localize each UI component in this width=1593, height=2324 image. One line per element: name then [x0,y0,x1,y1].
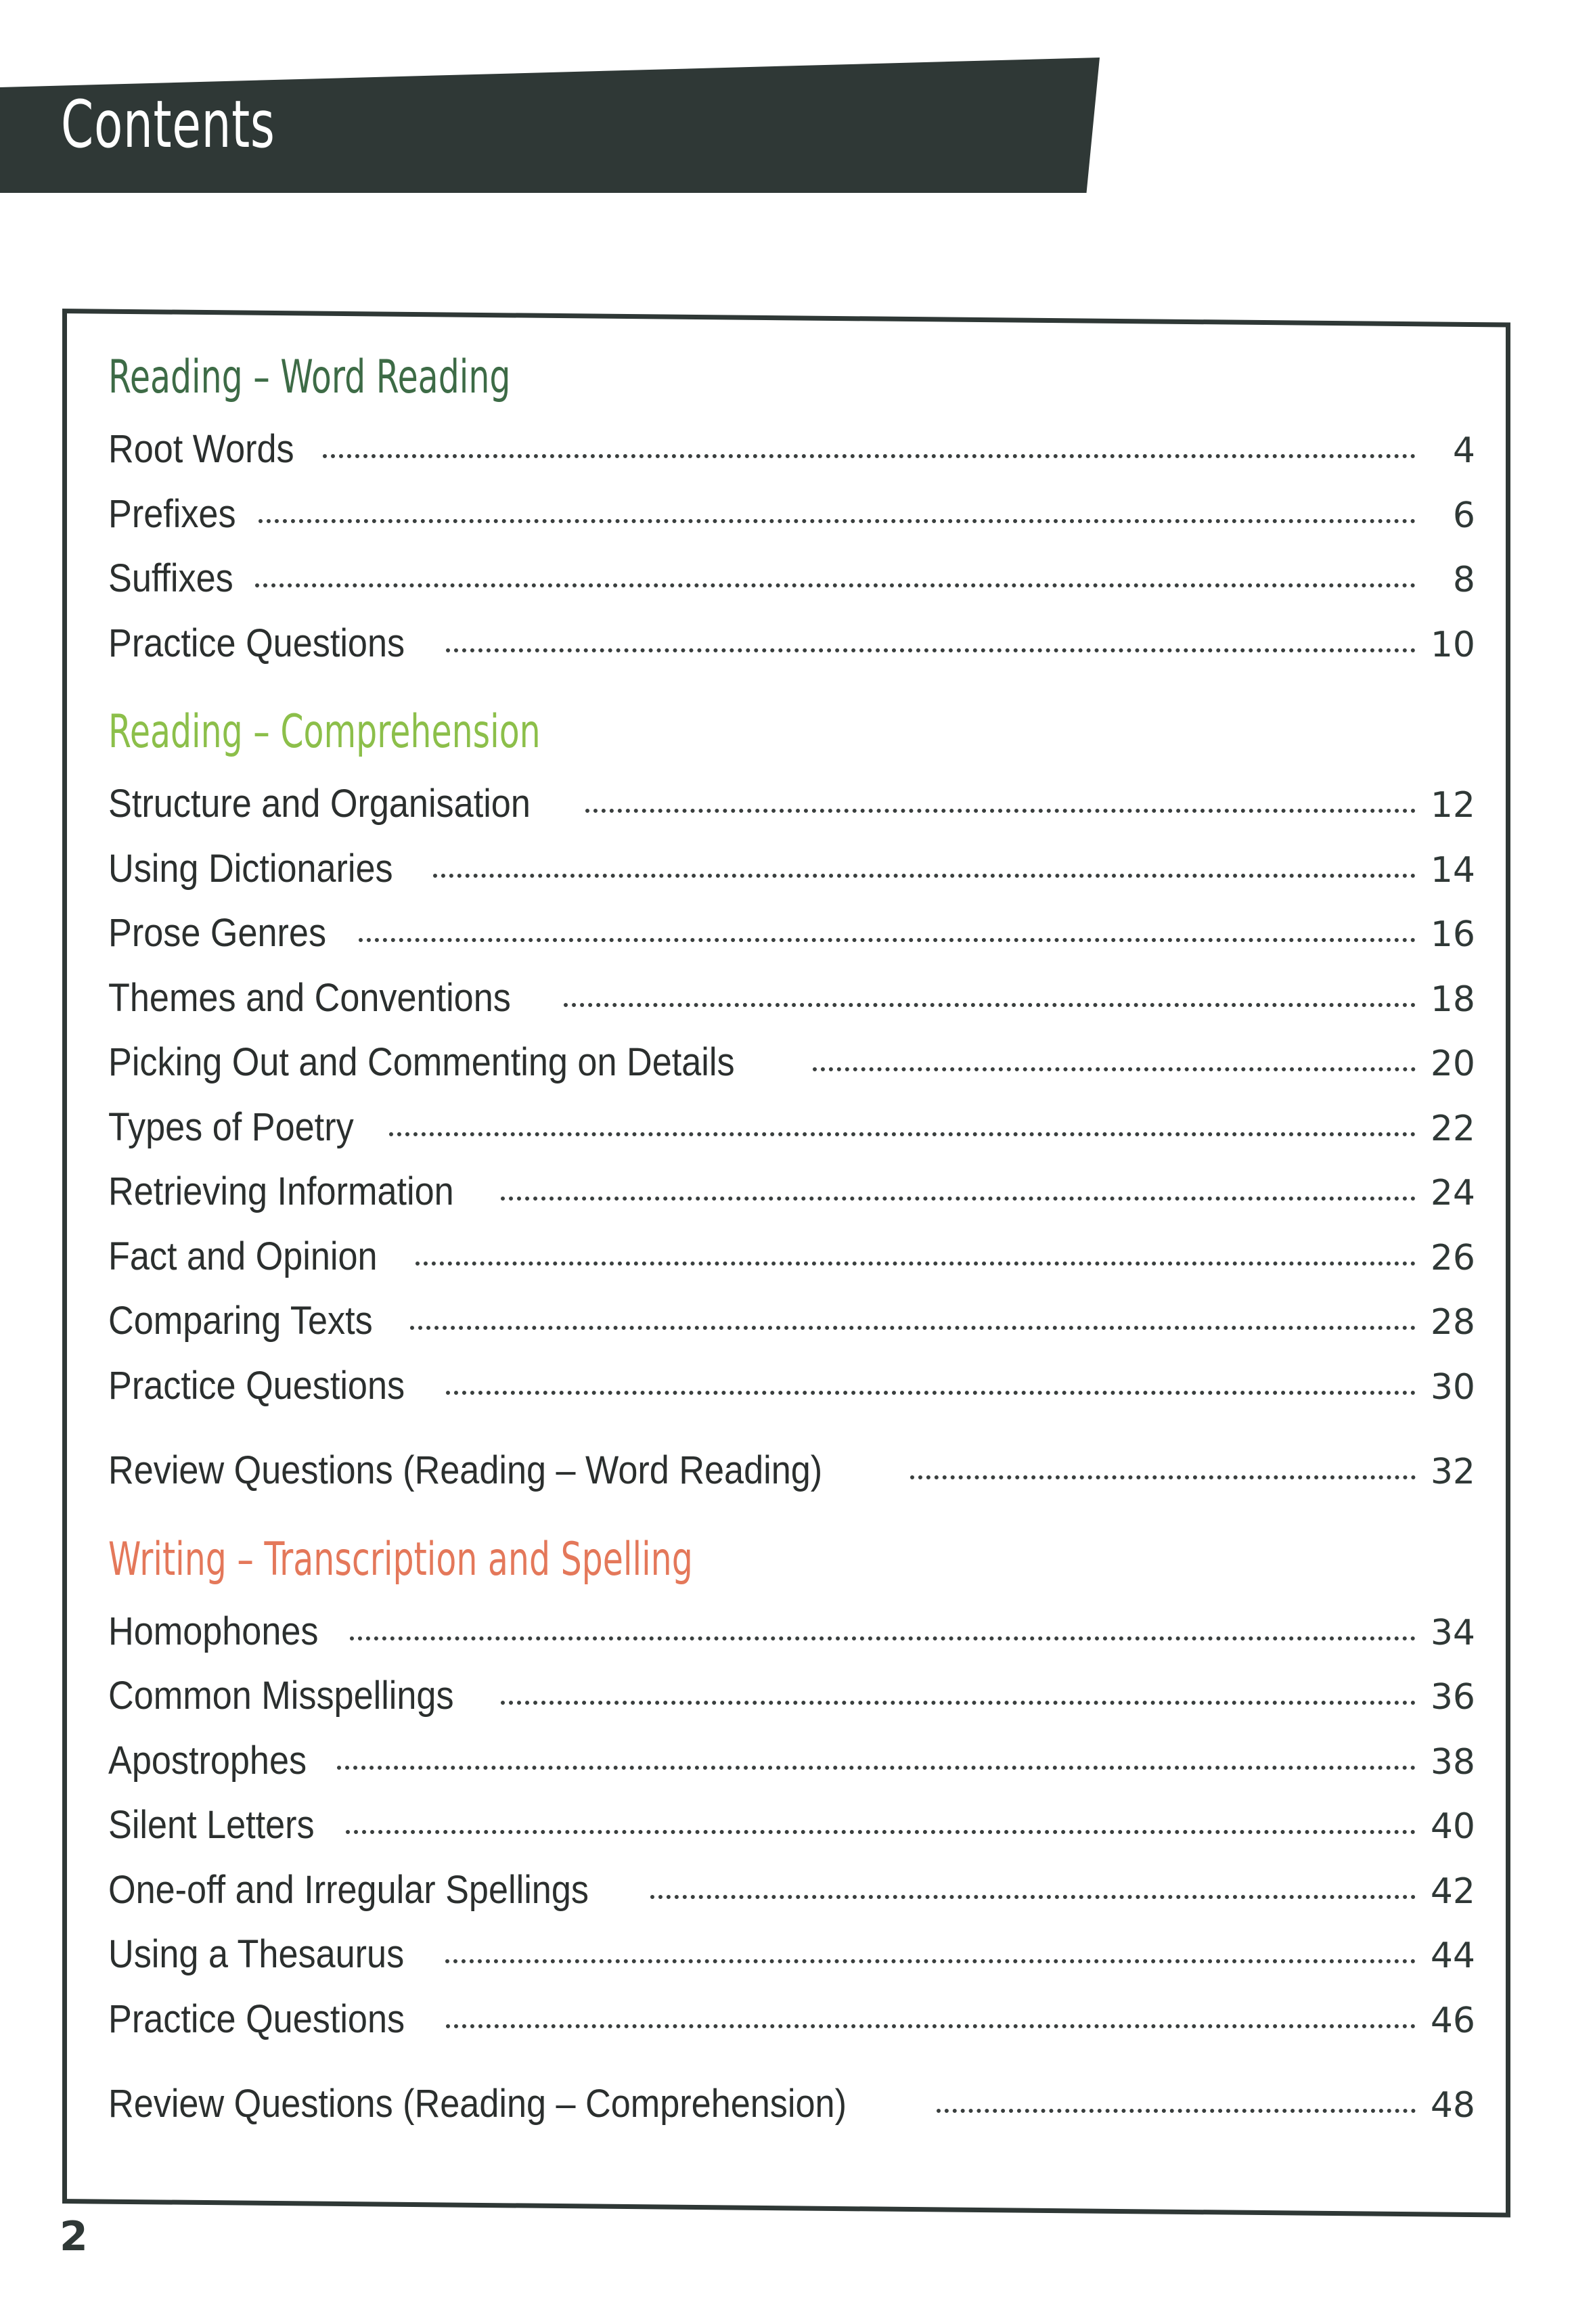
entry-label: Using a Thesaurus [108,1932,405,1976]
toc-entry[interactable] [108,1996,1475,2061]
dot-leader [259,519,1416,523]
entry-page: 32 [1430,1452,1475,1492]
entry-page: 42 [1430,1871,1475,1912]
entry-label: Review Questions (Reading – Word Reading) [108,1448,823,1492]
entry-label: Picking Out and Commenting on Details [108,1040,735,1084]
dot-leader [359,938,1416,942]
toc-entry[interactable] [108,975,1475,1040]
entry-page: 34 [1430,1612,1475,1653]
dot-leader [446,1391,1416,1395]
entry-page: 48 [1430,2085,1475,2126]
toc-entry[interactable] [108,1040,1475,1104]
entry-page: 26 [1430,1237,1475,1278]
section-heading-word-reading: Reading – Word Reading [108,351,511,404]
page-number: 2 [60,2213,88,2260]
entry-label: Root Words [108,427,294,471]
entry-label: Comparing Texts [108,1299,373,1343]
entry-label: One-off and Irregular Spellings [108,1867,589,1912]
section-heading-writing: Writing – Transcription and Spelling [108,1532,693,1586]
toc-entry[interactable] [108,846,1475,911]
entry-label: Types of Poetry [108,1104,354,1149]
entry-page: 28 [1430,1302,1475,1343]
table-of-contents [108,345,1475,2146]
dot-leader [433,874,1416,878]
entry-page: 24 [1430,1173,1475,1213]
toc-entry[interactable] [108,910,1475,975]
dot-leader [445,1959,1416,1963]
toc-entry[interactable] [108,491,1475,556]
toc-entry-review[interactable] [108,1448,1475,1513]
dot-leader [501,1701,1416,1705]
toc-entry[interactable] [108,781,1475,846]
dot-leader [410,1326,1416,1330]
dot-leader [813,1067,1416,1071]
dot-leader [564,1003,1416,1007]
dot-leader [346,1830,1416,1834]
toc-entry[interactable] [108,1298,1475,1363]
entry-page: 20 [1430,1044,1475,1084]
entry-page: 46 [1430,2000,1475,2041]
dot-leader [255,583,1416,587]
entry-page: 12 [1430,785,1475,826]
toc-entry[interactable] [108,1673,1475,1738]
toc-entry[interactable] [108,1104,1475,1169]
entry-page: 18 [1430,979,1475,1020]
dot-leader [337,1766,1416,1770]
page-title: Contents [61,87,275,162]
dot-leader [501,1197,1416,1201]
toc-entry[interactable] [108,621,1475,686]
entry-label: Structure and Organisation [108,782,531,826]
entry-page: 30 [1430,1366,1475,1408]
entry-page: 22 [1430,1108,1475,1149]
toc-entry[interactable] [108,1234,1475,1299]
dot-leader [446,648,1416,652]
dot-leader [389,1132,1416,1136]
entry-label: Apostrophes [108,1738,307,1783]
dot-leader [910,1475,1416,1479]
entry-label: Review Questions (Reading – Comprehension) [108,2082,847,2126]
toc-entry[interactable] [108,1363,1475,1428]
toc-entry[interactable] [108,1802,1475,1867]
entry-page: 44 [1430,1936,1475,1976]
dot-leader [416,1261,1416,1266]
toc-entry[interactable] [108,1738,1475,1803]
dot-leader [446,2024,1416,2028]
entry-label: Retrieving Information [108,1169,454,1213]
entry-label: Common Misspellings [108,1674,454,1718]
entry-label: Fact and Opinion [108,1234,378,1278]
entry-label: Themes and Conventions [108,975,511,1020]
toc-entry[interactable] [108,556,1475,621]
entry-label: Practice Questions [108,1996,405,2041]
entry-page: 14 [1430,849,1475,891]
entry-label: Suffixes [108,556,233,600]
dot-leader [350,1636,1416,1640]
entry-page: 6 [1452,495,1475,536]
toc-entry[interactable] [108,1609,1475,1674]
toc-entry[interactable] [108,426,1475,491]
toc-entry[interactable] [108,1931,1475,1996]
entry-page: 8 [1452,560,1475,600]
dot-leader [937,2109,1416,2113]
entry-label: Prefixes [108,491,236,536]
entry-label: Prose Genres [108,911,327,955]
entry-page: 38 [1430,1741,1475,1783]
entry-label: Using Dictionaries [108,846,393,891]
toc-entry[interactable] [108,1867,1475,1932]
toc-entry[interactable] [108,1169,1475,1234]
dot-leader [323,454,1416,458]
entry-label: Practice Questions [108,621,405,665]
entry-page: 40 [1430,1806,1475,1847]
dot-leader [650,1895,1416,1899]
toc-entry-review[interactable] [108,2081,1475,2146]
entry-page: 16 [1430,914,1475,955]
dot-leader [585,809,1416,813]
entry-label: Silent Letters [108,1803,315,1847]
section-heading-comprehension: Reading – Comprehension [108,705,541,759]
entry-page: 10 [1430,624,1475,665]
entry-page: 4 [1452,430,1475,471]
entry-label: Homophones [108,1609,319,1653]
entry-label: Practice Questions [108,1363,405,1408]
entry-page: 36 [1430,1677,1475,1718]
